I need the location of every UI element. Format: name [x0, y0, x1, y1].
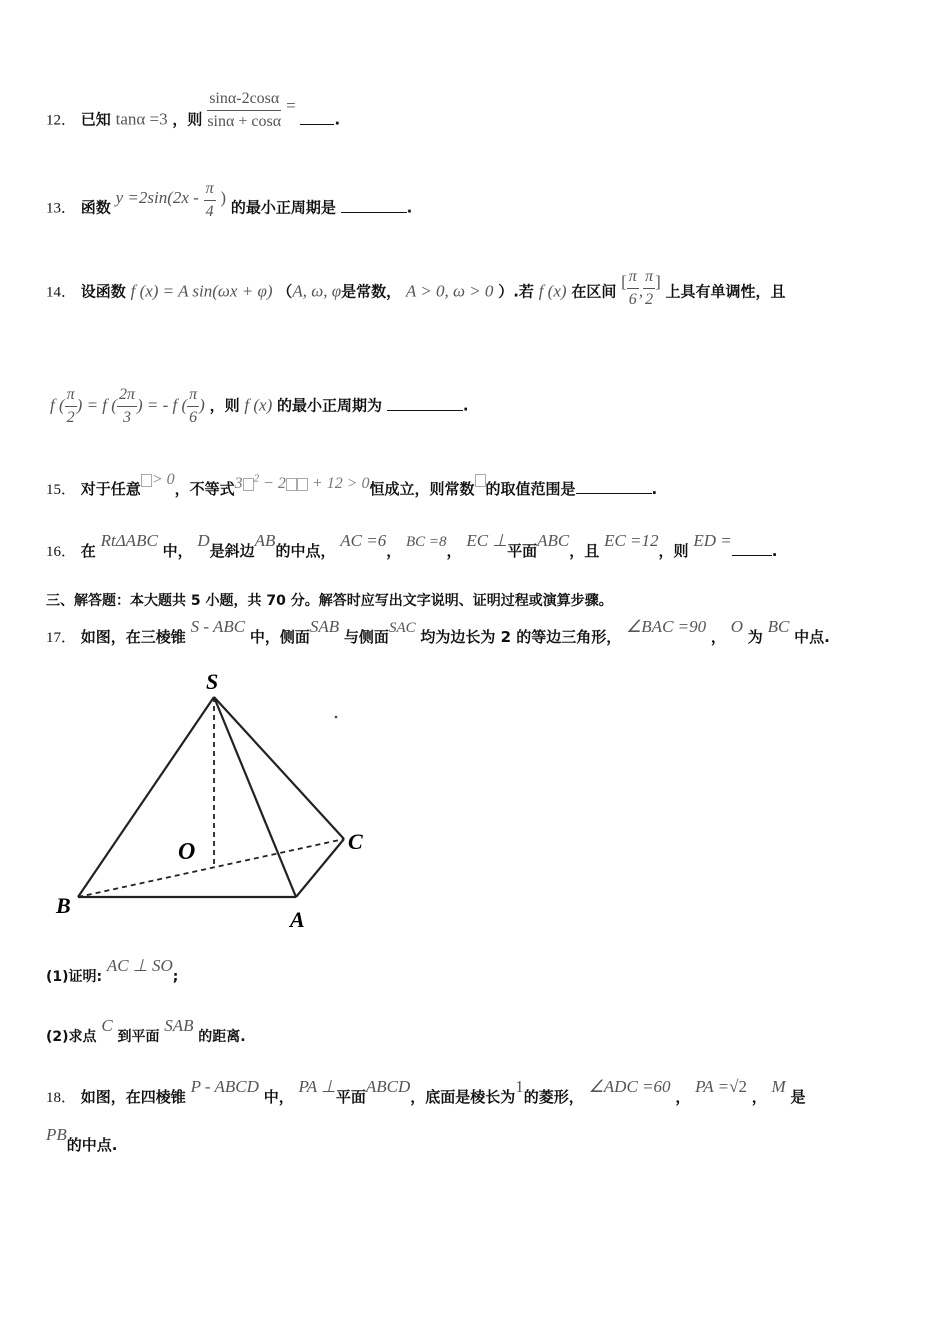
label-o: O — [178, 839, 196, 865]
q17-bc: BC — [767, 617, 790, 636]
q17-text-4: 均为边长为 2 的等边三角形， — [420, 628, 622, 646]
q14-l2-frac-2pi-3 — [117, 386, 137, 427]
q13-close-paren: ) — [220, 187, 227, 207]
q14-fx-3: f (x) — [244, 395, 273, 415]
q15-missing-symbol-icon-4 — [297, 478, 308, 491]
q17-number: 17． — [46, 630, 77, 646]
q18-number: 18． — [46, 1090, 77, 1106]
q15-text-4: 的取值范围是 — [485, 480, 576, 498]
q16-text-4: 的中点， — [275, 542, 336, 560]
q18-text-5: 的菱形， — [523, 1088, 584, 1106]
q16-ec-length: EC =12 — [604, 531, 659, 550]
q16-text-3: 是斜边 — [209, 542, 255, 560]
q14-function: f (x) = A sin(ωx + φ) — [130, 281, 273, 301]
q17-text-6: 中点. — [794, 628, 830, 646]
label-b: B — [56, 893, 71, 918]
question-14 — [46, 268, 786, 313]
q15-ineq-a: 3 — [234, 475, 243, 492]
q12-period: . — [334, 110, 341, 129]
q14-l2-frac-pi-6 — [187, 386, 199, 427]
q14-l2-close: ) — [199, 395, 205, 415]
q14-number: 14． — [46, 284, 77, 301]
q16-answer-blank[interactable] — [732, 541, 772, 556]
q15-ineq-d: + 12 > 0 — [311, 475, 370, 492]
q18-pa-eq: PA = — [695, 1077, 730, 1096]
q12-fraction — [207, 90, 281, 131]
q17-sac: SAC — [388, 620, 416, 636]
q14-frac-pi-6 — [627, 268, 639, 309]
sub-question-1 — [46, 956, 179, 986]
question-16 — [46, 531, 778, 561]
question-13 — [46, 180, 413, 229]
q14-bracket-right: ] — [655, 271, 661, 291]
q15-number: 15． — [46, 482, 77, 498]
label-s: S — [206, 669, 219, 694]
q16-sep-2: ， — [446, 542, 462, 560]
q14-text-2: 是常数， — [341, 282, 402, 301]
q14-params: A, ω, φ — [292, 281, 342, 301]
q12-number: 12． — [46, 112, 77, 129]
q17-pyramid: S - ABC — [190, 617, 246, 636]
q14-bracket-left: [ — [621, 271, 627, 291]
q16-text: 在 — [80, 542, 96, 560]
section-heading: 三、解答题：本大题共 5 小题，共 70 分。解答时应写出文字说明、证明过程或演算步骤。 — [46, 593, 613, 609]
q18-text-4: ，底面是棱长为 — [410, 1088, 516, 1106]
q18-point-m: M — [771, 1077, 786, 1096]
question-15 — [46, 471, 658, 499]
q18-text-6: 是 — [790, 1088, 806, 1106]
q13-expression: y =2sin(2x - — [115, 187, 199, 207]
q14-two: 2 — [645, 291, 654, 308]
q13-text: 函数 — [80, 198, 111, 217]
sub1-end: ; — [172, 969, 179, 985]
q12-condition: tanα =3 — [115, 109, 168, 129]
q15-condition: > 0 — [151, 471, 175, 488]
q18-text-7: 的中点. — [66, 1136, 118, 1154]
q14-paren: （ — [277, 282, 293, 301]
q13-period: . — [406, 198, 413, 217]
q14-l2-pi-3: π — [187, 386, 199, 407]
q17-text: 如图，在三棱锥 — [80, 628, 186, 646]
label-a: A — [290, 907, 305, 932]
q15-missing-symbol-icon-2 — [243, 478, 254, 491]
q14-text: 设函数 — [80, 282, 126, 301]
q14-six: 6 — [628, 291, 637, 308]
q13-text-2: 的最小正周期是 — [230, 198, 336, 217]
q15-inequality — [234, 472, 370, 492]
q15-ineq-c: − 2 — [263, 475, 286, 492]
question-18 — [46, 1077, 806, 1107]
q18-pb: PB — [46, 1125, 67, 1144]
q14-l2-f: f ( — [50, 395, 65, 415]
q15-text-2: ，不等式 — [174, 480, 235, 498]
q17-point-o: O — [730, 617, 743, 636]
sub2-point-c: C — [101, 1016, 113, 1035]
sub-question-2 — [46, 1016, 246, 1046]
q12-equals: = — [286, 95, 296, 115]
q14-l2-three: 3 — [122, 409, 131, 426]
q18-sqrt2: √2 — [729, 1077, 747, 1096]
q15-period: . — [651, 480, 658, 498]
q18-pyramid: P - ABCD — [190, 1077, 259, 1096]
edge-sa — [214, 697, 296, 897]
q14-text-4: 在区间 — [571, 282, 617, 301]
question-17 — [46, 617, 830, 647]
q14-text-6: ，则 — [209, 396, 240, 415]
q17-text-5: 为 — [747, 628, 763, 646]
q14-text-3: ）.若 — [498, 282, 534, 301]
q13-fraction — [204, 180, 216, 221]
q16-ed: ED = — [693, 531, 732, 550]
q16-sep: ， — [386, 542, 402, 560]
q14-l2-pi: π — [65, 386, 77, 407]
q13-four: 4 — [204, 200, 216, 221]
q18-sep-2: ， — [751, 1088, 767, 1106]
speck-dot — [335, 716, 338, 719]
q16-bc: BC =8 — [406, 534, 447, 550]
q13-answer-blank[interactable] — [341, 198, 407, 213]
sub1-expression: AC ⊥ SO — [106, 956, 173, 975]
q14-condition: A > 0, ω > 0 — [405, 281, 494, 301]
q16-ec-perp: EC ⊥ — [466, 531, 508, 550]
q12-denominator: sinα + cosα — [207, 113, 282, 130]
q16-text-6: ，且 — [569, 542, 600, 560]
edge-sc — [214, 697, 344, 839]
q14-pi: π — [627, 268, 639, 289]
q18-abcd: ABCD — [365, 1077, 411, 1096]
q14-answer-blank[interactable] — [387, 396, 463, 411]
sub2-sab: SAB — [164, 1016, 194, 1035]
q16-point-d: D — [197, 531, 210, 550]
q12-text-2: ，则 — [172, 110, 203, 129]
q18-angle: ∠ADC =60 — [588, 1077, 671, 1096]
pyramid-figure — [46, 665, 386, 935]
q15-missing-symbol-icon-3 — [286, 478, 297, 491]
q16-number: 16． — [46, 544, 77, 560]
q18-pa-perp: PA ⊥ — [298, 1077, 336, 1096]
q12-text: 已知 — [80, 110, 111, 129]
q18-text: 如图，在四棱锥 — [80, 1088, 186, 1106]
q14-frac-pi-2 — [643, 268, 655, 309]
q14-l2-eq-f: ) = f ( — [76, 395, 117, 415]
q14-l2-neg-f: ) = - f ( — [136, 395, 188, 415]
q16-text-5: 平面 — [507, 542, 538, 560]
q13-pi: π — [205, 180, 214, 197]
label-c: C — [348, 829, 363, 854]
q17-angle: ∠BAC =90 — [626, 617, 707, 636]
q18-sep: ， — [675, 1088, 691, 1106]
q17-text-2: 中，侧面 — [249, 628, 310, 646]
sub2-text: 到平面 — [117, 1029, 160, 1045]
q17-text-3: 与侧面 — [343, 628, 389, 646]
q14-l2-frac-pi-2 — [65, 386, 77, 427]
q14-comma: , — [638, 281, 644, 301]
q15-answer-blank[interactable] — [576, 479, 652, 494]
question-14-line-2 — [50, 386, 469, 427]
q14-pi-2: π — [643, 268, 655, 289]
q18-text-3: 平面 — [335, 1088, 366, 1106]
q15-text: 对于任意 — [80, 480, 141, 498]
q17-sep: ， — [710, 628, 726, 646]
q14-period: . — [462, 396, 469, 415]
sub2-label: (2)求点 — [46, 1029, 97, 1045]
q18-one: 1 — [515, 1077, 524, 1096]
q18-text-2: 中， — [263, 1088, 294, 1106]
q14-l2-six: 6 — [189, 409, 198, 426]
q16-period: . — [771, 542, 778, 560]
edge-sb — [78, 697, 214, 897]
q12-numerator: sinα-2cosα — [207, 90, 281, 111]
q13-number: 13． — [46, 200, 77, 217]
q17-sab: SAB — [309, 617, 340, 636]
q15-missing-symbol-icon-5 — [475, 474, 486, 487]
q16-text-7: ，则 — [658, 542, 689, 560]
q14-l2-two-pi: 2π — [117, 386, 137, 407]
q16-triangle: RtΔABC — [100, 531, 158, 550]
q15-ineq-exp: 2 — [253, 472, 260, 485]
q15-missing-symbol-icon — [141, 474, 152, 487]
q14-l2-two: 2 — [66, 409, 75, 426]
edge-ac — [296, 839, 344, 897]
q16-abc: ABC — [537, 531, 570, 550]
q15-text-3: 恒成立，则常数 — [369, 480, 475, 498]
sub1-label: (1)证明: — [46, 969, 103, 985]
q14-text-5: 上具有单调性，且 — [665, 282, 786, 301]
q14-fx: f (x) — [538, 281, 567, 301]
sub2-end: 的距离. — [198, 1029, 246, 1045]
q16-ab: AB — [254, 531, 276, 550]
q16-text-2: 中， — [162, 542, 193, 560]
question-18-line-2 — [46, 1125, 118, 1155]
q16-ac: AC =6 — [340, 531, 387, 550]
q12-answer-blank[interactable] — [300, 110, 334, 125]
q14-text-7: 的最小正周期为 — [277, 396, 383, 415]
